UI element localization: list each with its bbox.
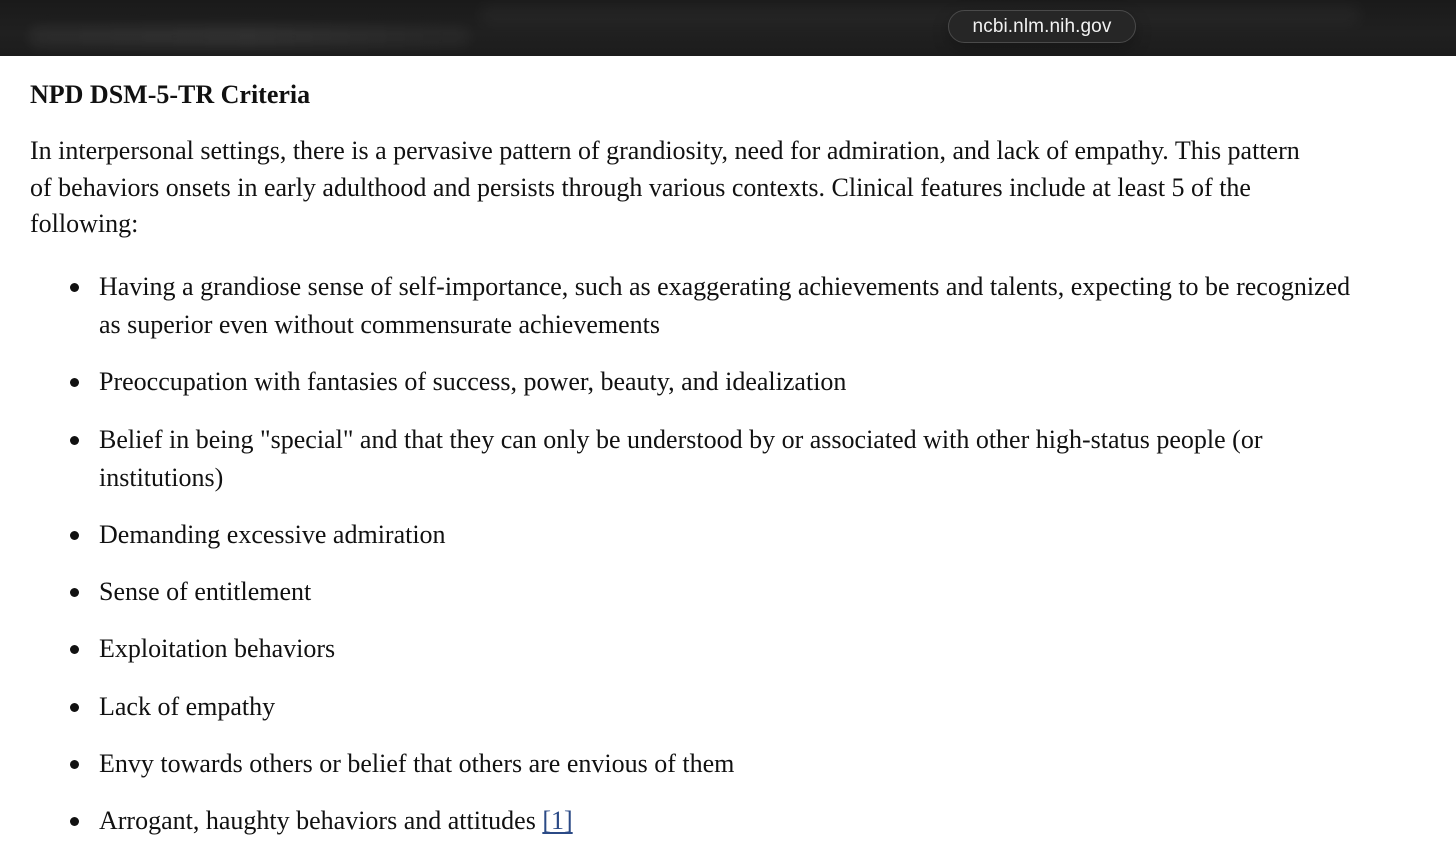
- list-item: [30, 573, 1370, 611]
- list-item: [30, 688, 1370, 726]
- citation-link[interactable]: [1]: [542, 806, 573, 836]
- criterion-text: Having a grandiose sense of self-importance, such as exaggerating achievements and talents, expecting to be recognized as superior even without commensurate achievements: [99, 272, 1351, 339]
- list-item: [30, 363, 1370, 401]
- bullet-icon: [70, 283, 79, 292]
- criterion-text: Belief in being "special" and that they can only be understood by or associated with other high-status people (or institutions): [99, 424, 1263, 492]
- criterion-text: Exploitation behaviors: [99, 634, 336, 664]
- list-item: [30, 745, 1370, 783]
- browser-top-bar: [0, 0, 1456, 56]
- intro-paragraph: In interpersonal settings, there is a pervasive pattern of grandiosity, need for admiration, and lack of empathy. This pattern of behaviors onsets in early adulthood and persists through various contexts. Clinical features include at least 5 of the following:: [30, 136, 1300, 238]
- bullet-icon: [70, 760, 79, 769]
- criterion-text: Envy towards others or belief that others are envious of them: [99, 749, 735, 779]
- list-item: [30, 421, 1370, 497]
- criterion-text: Lack of empathy: [99, 691, 276, 721]
- url-address-pill[interactable]: ncbi.nlm.nih.gov: [948, 10, 1136, 43]
- bullet-icon: [70, 588, 79, 597]
- list-item: [30, 516, 1370, 554]
- criterion-text: Sense of entitlement: [99, 577, 312, 607]
- blurred-page-header-secondary: [480, 6, 1360, 24]
- bullet-icon: [70, 531, 79, 540]
- list-item: [30, 268, 1370, 344]
- criterion-text: Arrogant, haughty behaviors and attitudes: [99, 806, 536, 836]
- criterion-text: Demanding excessive admiration: [99, 519, 446, 549]
- bullet-icon: [70, 703, 79, 712]
- bullet-icon: [70, 378, 79, 387]
- criterion-text: Preoccupation with fantasies of success, power, beauty, and idealization: [99, 367, 847, 397]
- bullet-icon: [70, 645, 79, 654]
- bullet-icon: [70, 817, 79, 826]
- list-item: [30, 802, 1370, 840]
- list-item: [30, 630, 1370, 668]
- blurred-page-header: [30, 26, 470, 48]
- section-heading: NPD DSM-5-TR Criteria: [30, 80, 311, 109]
- bullet-icon: [70, 436, 79, 445]
- criteria-list: [30, 268, 1370, 860]
